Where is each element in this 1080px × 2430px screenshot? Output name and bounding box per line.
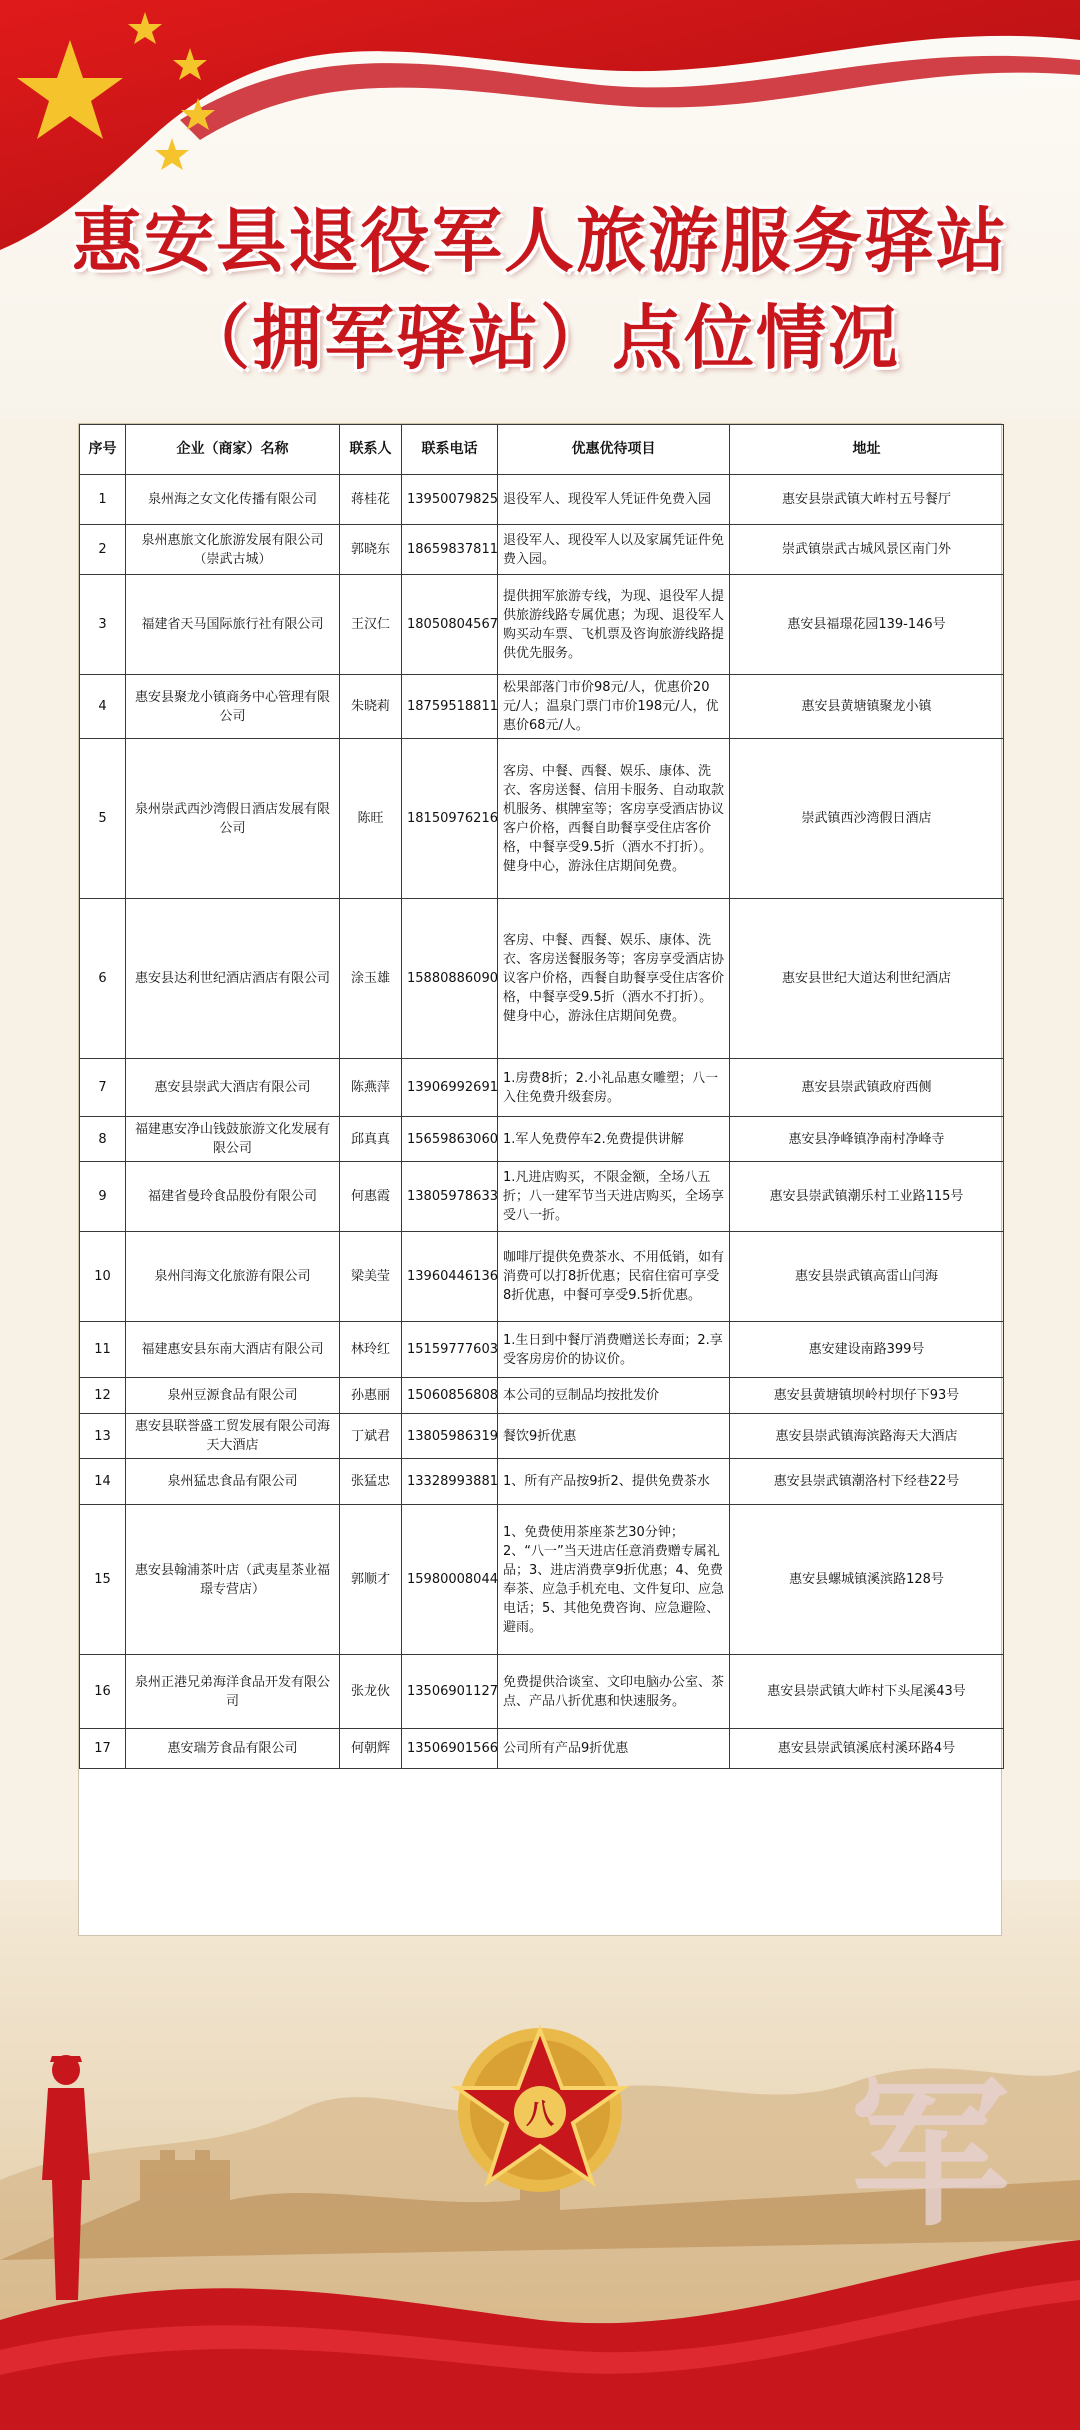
address: 惠安县崇武镇大岞村下头尾溪43号 <box>730 1655 1004 1729</box>
table-row <box>80 739 1004 899</box>
contact-person: 丁斌君 <box>340 1414 402 1459</box>
contact-phone: 18050804567 <box>402 575 498 675</box>
address: 惠安县崇武镇海滨路海天大酒店 <box>730 1414 1004 1459</box>
army-emblem-icon <box>457 2028 623 2192</box>
contact-phone: 18659837811 <box>402 525 498 575</box>
contact-person: 郭晓东 <box>340 525 402 575</box>
company-name: 泉州猛忠食品有限公司 <box>126 1459 340 1505</box>
column-header: 地址 <box>730 425 1004 475</box>
contact-phone: 13950079825 <box>402 475 498 525</box>
column-header: 优惠优待项目 <box>498 425 730 475</box>
page-title-line1: 惠安县退役军人旅游服务驿站 <box>72 200 1008 282</box>
row-number: 16 <box>80 1655 126 1729</box>
row-number: 1 <box>80 475 126 525</box>
company-name: 泉州惠旅文化旅游发展有限公司（崇武古城） <box>126 525 340 575</box>
contact-person: 郭顺才 <box>340 1505 402 1655</box>
table-row <box>80 1378 1004 1414</box>
contact-phone: 18759518811 <box>402 675 498 739</box>
company-name: 惠安县达利世纪酒店酒店有限公司 <box>126 899 340 1059</box>
table-row <box>80 1162 1004 1232</box>
row-number: 5 <box>80 739 126 899</box>
table-row <box>80 1414 1004 1459</box>
table-row <box>80 1505 1004 1655</box>
company-name: 福建惠安净山钱鼓旅游文化发展有限公司 <box>126 1117 340 1162</box>
row-number: 15 <box>80 1505 126 1655</box>
company-name: 泉州闫海文化旅游有限公司 <box>126 1232 340 1322</box>
offer-details: 1、所有产品按9折2、提供免费茶水 <box>498 1459 730 1505</box>
contact-phone: 13506901127 <box>402 1655 498 1729</box>
company-name: 惠安县联誉盛工贸发展有限公司海天大酒店 <box>126 1414 340 1459</box>
row-number: 2 <box>80 525 126 575</box>
table-row <box>80 899 1004 1059</box>
table-row <box>80 1059 1004 1117</box>
row-number: 7 <box>80 1059 126 1117</box>
table-row <box>80 1655 1004 1729</box>
contact-phone: 18150976216 <box>402 739 498 899</box>
row-number: 11 <box>80 1322 126 1378</box>
address: 惠安县净峰镇净南村净峰寺 <box>730 1117 1004 1162</box>
address: 惠安县世纪大道达利世纪酒店 <box>730 899 1004 1059</box>
contact-phone: 15980008044 <box>402 1505 498 1655</box>
company-name: 泉州正港兄弟海洋食品开发有限公司 <box>126 1655 340 1729</box>
offer-details: 1、免费使用茶座茶艺30分钟；2、“八一”当天进店任意消费赠专属礼品；3、进店消费享9折优惠；4、免费奉茶、应急手机充电、文件复印、应急电话；5、其他免费咨询、应急避险、避雨。 <box>498 1505 730 1655</box>
contact-phone: 13960446136 <box>402 1232 498 1322</box>
contact-phone: 13906992691 <box>402 1059 498 1117</box>
offer-details: 1.生日到中餐厅消费赠送长寿面；2.享受客房房价的协议价。 <box>498 1322 730 1378</box>
offer-details: 餐饮9折优惠 <box>498 1414 730 1459</box>
address: 惠安县崇武镇大岞村五号餐厅 <box>730 475 1004 525</box>
company-name: 福建惠安县东南大酒店有限公司 <box>126 1322 340 1378</box>
column-header: 序号 <box>80 425 126 475</box>
address: 惠安县螺城镇溪滨路128号 <box>730 1505 1004 1655</box>
small-star-icon <box>173 48 207 80</box>
offer-details: 退役军人、现役军人以及家属凭证件免费入园。 <box>498 525 730 575</box>
company-name: 惠安县聚龙小镇商务中心管理有限公司 <box>126 675 340 739</box>
contact-phone: 13506901566 <box>402 1729 498 1769</box>
calligraphy-character: 军 <box>849 2060 1011 2248</box>
row-number: 4 <box>80 675 126 739</box>
info-table-panel <box>78 423 1002 1936</box>
row-number: 8 <box>80 1117 126 1162</box>
address: 惠安县崇武镇高雷山闫海 <box>730 1232 1004 1322</box>
emblem-char: 八 <box>525 2097 555 2130</box>
offer-details: 1.凡进店购买，不限金额，全场八五折；八一建军节当天进店购买，全场享受八一折。 <box>498 1162 730 1232</box>
table-row <box>80 475 1004 525</box>
offer-details: 1.房费8折；2.小礼品惠女雕塑；八一入住免费升级套房。 <box>498 1059 730 1117</box>
contact-person: 陈旺 <box>340 739 402 899</box>
offer-details: 客房、中餐、西餐、娱乐、康体、洗衣、客房送餐、信用卡服务、自动取款机服务、棋牌室等；客房享受酒店协议客户价格，西餐自助餐享受住店客价格，中餐享受9.5折（酒水不打折）。健身中心，游泳住店期间免费。 <box>498 739 730 899</box>
company-name: 惠安县翰浦茶叶店（武夷星茶业福璟专营店） <box>126 1505 340 1655</box>
info-table <box>79 424 1004 1769</box>
page-title-line2: （拥军驿站）点位情况 <box>180 297 900 379</box>
company-name: 泉州海之女文化传播有限公司 <box>126 475 340 525</box>
offer-details: 公司所有产品9折优惠 <box>498 1729 730 1769</box>
contact-person: 梁美莹 <box>340 1232 402 1322</box>
contact-phone: 13805986319 <box>402 1414 498 1459</box>
address: 惠安建设南路399号 <box>730 1322 1004 1378</box>
company-name: 福建省天马国际旅行社有限公司 <box>126 575 340 675</box>
offer-details: 松果部落门市价98元/人，优惠价20元/人；温泉门票门市价198元/人，优惠价68元/人。 <box>498 675 730 739</box>
address: 崇武镇西沙湾假日酒店 <box>730 739 1004 899</box>
contact-person: 孙惠丽 <box>340 1378 402 1414</box>
address: 惠安县崇武镇溪底村溪环路4号 <box>730 1729 1004 1769</box>
table-row <box>80 1322 1004 1378</box>
contact-phone: 15659863060 <box>402 1117 498 1162</box>
address: 惠安县崇武镇政府西侧 <box>730 1059 1004 1117</box>
row-number: 6 <box>80 899 126 1059</box>
contact-person: 王汉仁 <box>340 575 402 675</box>
row-number: 14 <box>80 1459 126 1505</box>
table-row <box>80 675 1004 739</box>
contact-phone: 15159777603 <box>402 1322 498 1378</box>
contact-person: 陈燕萍 <box>340 1059 402 1117</box>
offer-details: 退役军人、现役军人凭证件免费入园 <box>498 475 730 525</box>
bottom-decoration <box>0 1880 1080 2430</box>
contact-person: 张猛忠 <box>340 1459 402 1505</box>
table-row <box>80 1729 1004 1769</box>
offer-details: 免费提供洽谈室、文印电脑办公室、茶点、产品八折优惠和快速服务。 <box>498 1655 730 1729</box>
address: 惠安县黄塘镇聚龙小镇 <box>730 675 1004 739</box>
contact-person: 林玲红 <box>340 1322 402 1378</box>
company-name: 惠安瑞芳食品有限公司 <box>126 1729 340 1769</box>
company-name: 泉州豆源食品有限公司 <box>126 1378 340 1414</box>
table-header-row <box>80 425 1004 475</box>
contact-phone: 13328993881 <box>402 1459 498 1505</box>
row-number: 12 <box>80 1378 126 1414</box>
column-header: 企业（商家）名称 <box>126 425 340 475</box>
table-row <box>80 1232 1004 1322</box>
contact-person: 张龙伙 <box>340 1655 402 1729</box>
small-star-icon <box>128 12 162 44</box>
company-name: 福建省曼玲食品股份有限公司 <box>126 1162 340 1232</box>
table-row <box>80 1459 1004 1505</box>
table-row <box>80 525 1004 575</box>
column-header: 联系人 <box>340 425 402 475</box>
column-header: 联系电话 <box>402 425 498 475</box>
contact-person: 涂玉雄 <box>340 899 402 1059</box>
address: 惠安县黄塘镇坝岭村坝仔下93号 <box>730 1378 1004 1414</box>
offer-details: 客房、中餐、西餐、娱乐、康体、洗衣、客房送餐服务等；客房享受酒店协议客户价格，西餐自助餐享受住店客价格，中餐享受9.5折（酒水不打折）。健身中心，游泳住店期间免费。 <box>498 899 730 1059</box>
offer-details: 咖啡厅提供免费茶水、不用低销，如有消费可以打8折优惠；民宿住宿可享受8折优惠，中餐可享受9.5折优惠。 <box>498 1232 730 1322</box>
address: 惠安县崇武镇潮洛村下经巷22号 <box>730 1459 1004 1505</box>
contact-phone: 15060856808 <box>402 1378 498 1414</box>
row-number: 13 <box>80 1414 126 1459</box>
company-name: 惠安县崇武大酒店有限公司 <box>126 1059 340 1117</box>
row-number: 9 <box>80 1162 126 1232</box>
contact-person: 朱晓莉 <box>340 675 402 739</box>
address: 惠安县崇武镇潮乐村工业路115号 <box>730 1162 1004 1232</box>
offer-details: 本公司的豆制品均按批发价 <box>498 1378 730 1414</box>
small-star-icon <box>155 138 189 170</box>
contact-person: 蒋桂花 <box>340 475 402 525</box>
address: 惠安县福璟花园139-146号 <box>730 575 1004 675</box>
contact-phone: 13805978633 <box>402 1162 498 1232</box>
table-row <box>80 1117 1004 1162</box>
table-body <box>80 475 1004 1769</box>
company-name: 泉州崇武西沙湾假日酒店发展有限公司 <box>126 739 340 899</box>
big-star-icon <box>17 40 123 139</box>
table-row <box>80 575 1004 675</box>
row-number: 10 <box>80 1232 126 1322</box>
address: 崇武镇崇武古城风景区南门外 <box>730 525 1004 575</box>
row-number: 3 <box>80 575 126 675</box>
contact-person: 何惠霞 <box>340 1162 402 1232</box>
row-number: 17 <box>80 1729 126 1769</box>
small-star-icon <box>181 98 215 130</box>
offer-details: 提供拥军旅游专线，为现、退役军人提供旅游线路专属优惠；为现、退役军人购买动车票、飞机票及咨询旅游线路提供优先服务。 <box>498 575 730 675</box>
star-icons <box>0 0 260 190</box>
contact-phone: 15880886090 <box>402 899 498 1059</box>
contact-person: 邱真真 <box>340 1117 402 1162</box>
offer-details: 1.军人免费停车2.免费提供讲解 <box>498 1117 730 1162</box>
contact-person: 何朝辉 <box>340 1729 402 1769</box>
